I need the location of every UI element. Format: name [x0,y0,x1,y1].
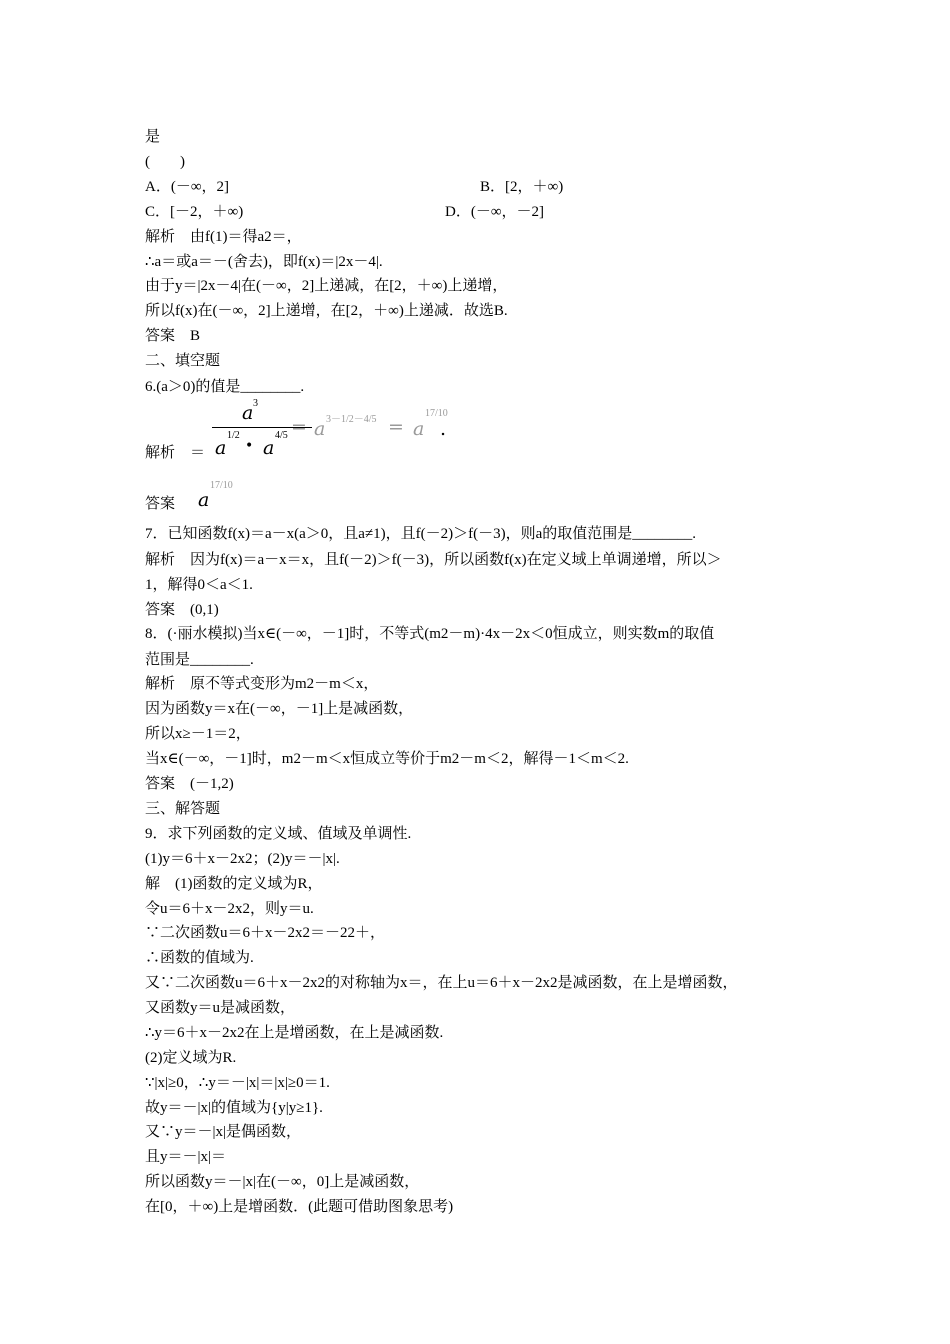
text-line: 答案 B [145,328,201,344]
text-line: 是 [145,129,161,145]
text-line: ( ) [145,154,185,170]
text-line: ∴y＝6＋x－2x2在上是增函数，在上是减函数. [145,1025,444,1041]
text-line: 1，解得0＜a＜1. [145,577,253,593]
text-line: 7．已知函数f(x)＝a－x(a＞0，且a≠1)，且f(－2)＞f(－3)，则a的取值范围是________. [145,526,697,542]
text-line: 答案 (－1,2) [145,776,234,792]
option-b: B．[2，＋∞) [480,179,564,195]
text-line: 令u＝6＋x－2x2，则y＝u. [145,901,314,917]
text-line: 解析 因为f(x)＝a－x＝x，且f(－2)＞f(－3)，所以函数f(x)在定义域上单调递增，所以＞ [145,552,722,568]
text-line: 答案 [145,496,176,512]
text-line: 因为函数y＝x在(－∞，－1]上是减函数， [145,701,414,717]
text-line: 答案 (0,1) [145,602,219,618]
text-line: 解析 ＝ [145,445,206,461]
text-line: ∵二次函数u＝6＋x－2x2＝－22＋， [145,925,386,941]
text-line: 6.(a＞0)的值是________. [145,379,305,395]
text-line: 在[0，＋∞)上是增函数．(此题可借助图象思考) [145,1199,454,1215]
text-line: 又∵二次函数u＝6＋x－2x2的对称轴为x＝，在上u＝6＋x－2x2是减函数，在上是增函数， [145,975,738,991]
text-line: 9．求下列函数的定义域、值域及单调性. [145,826,412,842]
option-d: D．(－∞，－2] [445,204,545,220]
text-line: ∵|x|≥0，∴y＝－|x|＝|x|≥0＝1. [145,1075,330,1091]
text-line: 解 (1)函数的定义域为R， [145,876,323,892]
text-line: 范围是________. [145,652,254,668]
text-line: (2)定义域为R. [145,1050,237,1066]
text-line: 由于y＝|2x－4|在(－∞，2]上递减，在[2，＋∞)上递增， [145,278,508,294]
text-line: 且y＝－|x|＝ [145,1149,227,1165]
section-heading: 二、填空题 [145,353,221,369]
text-line: ∴a＝或a＝－(舍去)，即f(x)＝|2x－4|. [145,254,383,270]
text-line: 当x∈(－∞，－1]时，m2－m＜x恒成立等价于m2－m＜2，解得－1＜m＜2. [145,751,629,767]
text-line: 8．(·丽水模拟)当x∈(－∞，－1]时，不等式(m2－m)·4x－2x＜0恒成立，则实数m的取值 [145,626,715,642]
text-line: 所以x≥－1＝2， [145,726,251,742]
text-line: 又∵y＝－|x|是偶函数， [145,1124,302,1140]
text-line: 所以函数y＝－|x|在(－∞，0]上是减函数， [145,1174,420,1190]
text-line: 所以f(x)在(－∞，2]上递增，在[2，＋∞)上递减．故选B. [145,303,508,319]
option-c: C．[－2，＋∞) [145,204,244,220]
text-line: (1)y＝6＋x－2x2；(2)y＝－|x|. [145,851,340,867]
text-line: ∴函数的值域为. [145,950,254,966]
document-page: 是 ( ) A．(－∞，2] B．[2，＋∞) C．[－2，＋∞) D．(－∞，－2] 解析 由f(1)＝得a2＝， ∴a＝或a＝－(舍去)，即f(x)＝|2x－4|. 由于y＝|2x－4|在(－∞，2]上递减，在[2，＋∞)上递增， 所以f(x)在(－∞，2]上递增，在[2，＋∞)上递减．故选B. 答案 B 二、填空题 6.(a＞0)的值是________. a 3 a 1/2 • a 4/5 = a 3－1/2－4/5 = a 17/10 . 解析 ＝ 答案 a 17/10 7．已知函数f(x)＝a－x(a＞0，且a≠1)，且f(－2)＞f(－3)，则a的取值范围是________. 解析 因为f(x)＝a－x＝x，且f(－2)＞f(－3)，所以函数f(x)在定义域上单调递增，所以＞ 1，解得0＜a＜1. 答案 (0,1) 8．(·丽水模拟)当x∈(－∞，－1]时，不等式(m2－m)·4x－2x＜0恒成立，则实数m的取值 范围是________. 解析 原不等式变形为m2－m＜x， 因为函数y＝x在(－∞，－1]上是减函数， 所以x≥－1＝2， 当x∈(－∞，－1]时，m2－m＜x恒成立等价于m2－m＜2，解得－1＜m＜2. 答案 (－1,2) 三、解答题 9．求下列函数的定义域、值域及单调性. (1)y＝6＋x－2x2；(2)y＝－|x|. 解 (1)函数的定义域为R， 令u＝6＋x－2x2，则y＝u. ∵二次函数u＝6＋x－2x2＝－22＋， ∴函数的值域为. 又∵二次函数u＝6＋x－2x2的对称轴为x＝，在上u＝6＋x－2x2是减函数，在上是增函数， 又函数y＝u是减函数， ∴y＝6＋x－2x2在上是增函数，在上是减函数. (2)定义域为R. ∵|x|≥0，∴y＝－|x|＝|x|≥0＝1. 故y＝－|x|的值域为{y|y≥1}. 又∵y＝－|x|是偶函数， 且y＝－|x|＝ 所以函数y＝－|x|在(－∞，0]上是减函数， 在[0，＋∞)上是增函数．(此题可借助图象思考) [145,129,738,1215]
text-line: 解析 原不等式变形为m2－m＜x， [145,676,379,692]
section-heading: 三、解答题 [145,801,221,817]
text-line: 又函数y＝u是减函数， [145,1000,296,1016]
option-a: A．(－∞，2] [145,179,230,195]
text-line: 解析 由f(1)＝得a2＝， [145,229,302,245]
text-line: 故y＝－|x|的值域为{y|y≥1}. [145,1100,323,1116]
